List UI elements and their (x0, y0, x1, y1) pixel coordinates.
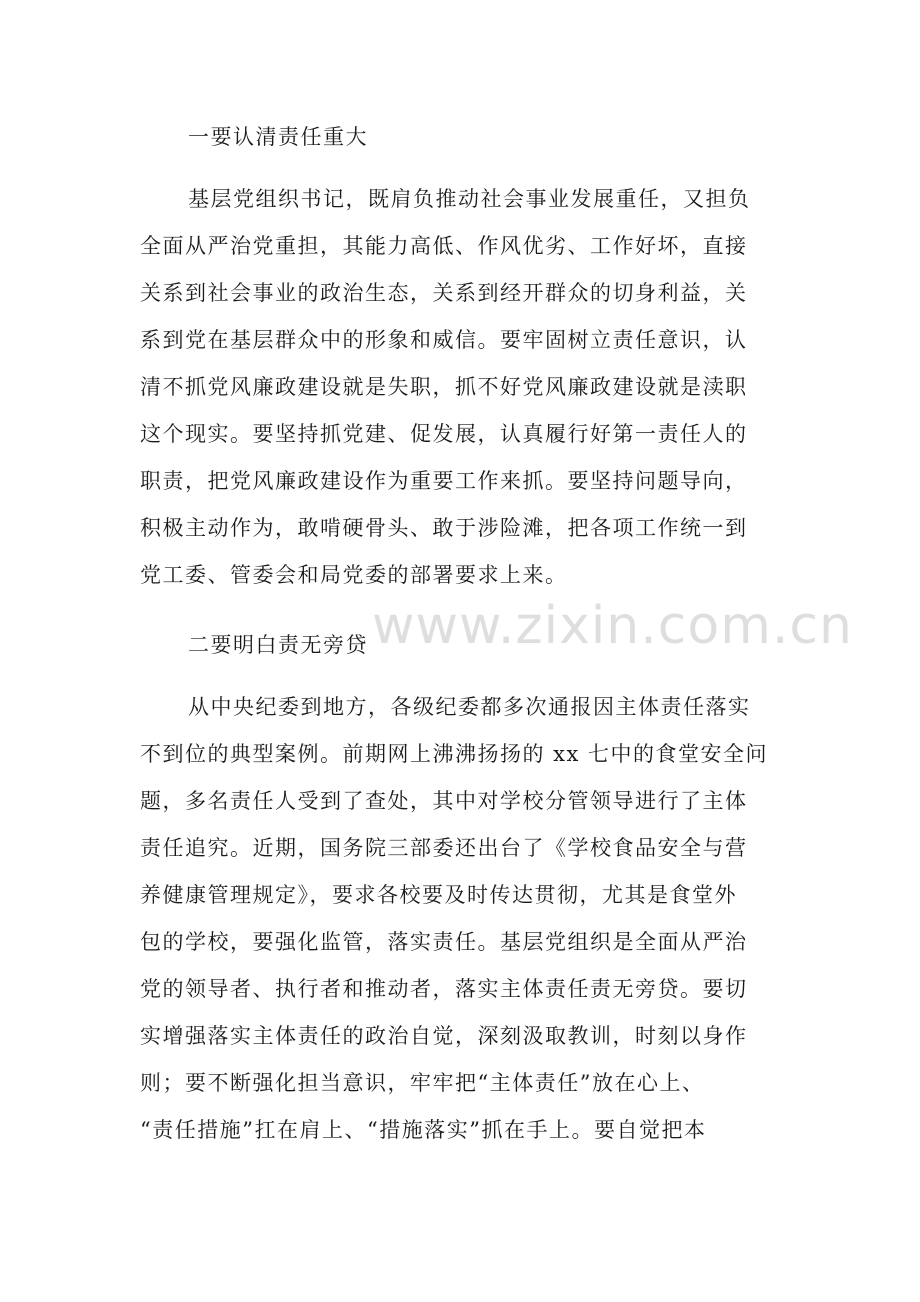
paragraph-line: 关系到社会事业的政治生态，关系到经开群众的切身利益，关 (140, 281, 748, 305)
paragraph-line: 不到位的典型案例。前期网上沸沸扬扬的 xx 七中的食堂安全问 (140, 742, 769, 766)
paragraph-line: 清不抓党风廉政建设就是失职，抓不好党风廉政建设就是渎职 (140, 375, 748, 399)
section-2-heading: 二要明白责无旁贷 (188, 633, 368, 657)
paragraph-line: 实增强落实主体责任的政治自觉，深刻汲取教训，时刻以身作 (140, 1024, 748, 1048)
paragraph-line: 从中央纪委到地方，各级纪委都多次通报因主体责任落实 (188, 695, 751, 719)
paragraph-line: 积极主动作为，敢啃硬骨头、敢于涉险滩，把各项工作统一到 (140, 516, 748, 540)
paragraph-line: 题，多名责任人受到了查处，其中对学校分管领导进行了主体 (140, 789, 748, 813)
paragraph-line: 包的学校，要强化监管，落实责任。基层党组织是全面从严治 (140, 930, 748, 954)
paragraph-line: 党工委、管委会和局党委的部署要求上来。 (140, 563, 568, 587)
paragraph-line: 全面从严治党重担，其能力高低、作风优劣、工作好坏，直接 (140, 234, 748, 258)
paragraph-line: 党的领导者、执行者和推动者，落实主体责任责无旁贷。要切 (140, 977, 748, 1001)
paragraph-line: 基层党组织书记，既肩负推动社会事业发展重任，又担负 (188, 187, 751, 211)
section-1-heading: 一要认清责任重大 (188, 125, 368, 149)
watermark-text: www.zixin.com.cn (372, 596, 853, 656)
paragraph-line: 系到党在基层群众中的形象和威信。要牢固树立责任意识，认 (140, 328, 748, 352)
paragraph-line: 职责，把党风廉政建设作为重要工作来抓。要坚持问题导向， (140, 469, 748, 493)
paragraph-line: 养健康管理规定》，要求各校要及时传达贯彻，尤其是食堂外 (140, 883, 737, 907)
paragraph-line: 这个现实。要坚持抓党建、促发展，认真履行好第一责任人的 (140, 422, 748, 446)
paragraph-line: 责任追究。近期，国务院三部委还出台了《学校食品安全与营 (140, 836, 748, 860)
paragraph-line: “责任措施”扛在肩上、“措施落实”抓在手上。要自觉把本 (140, 1118, 707, 1142)
paragraph-line: 则；要不断强化担当意识，牢牢把“主体责任”放在心上、 (140, 1071, 705, 1095)
